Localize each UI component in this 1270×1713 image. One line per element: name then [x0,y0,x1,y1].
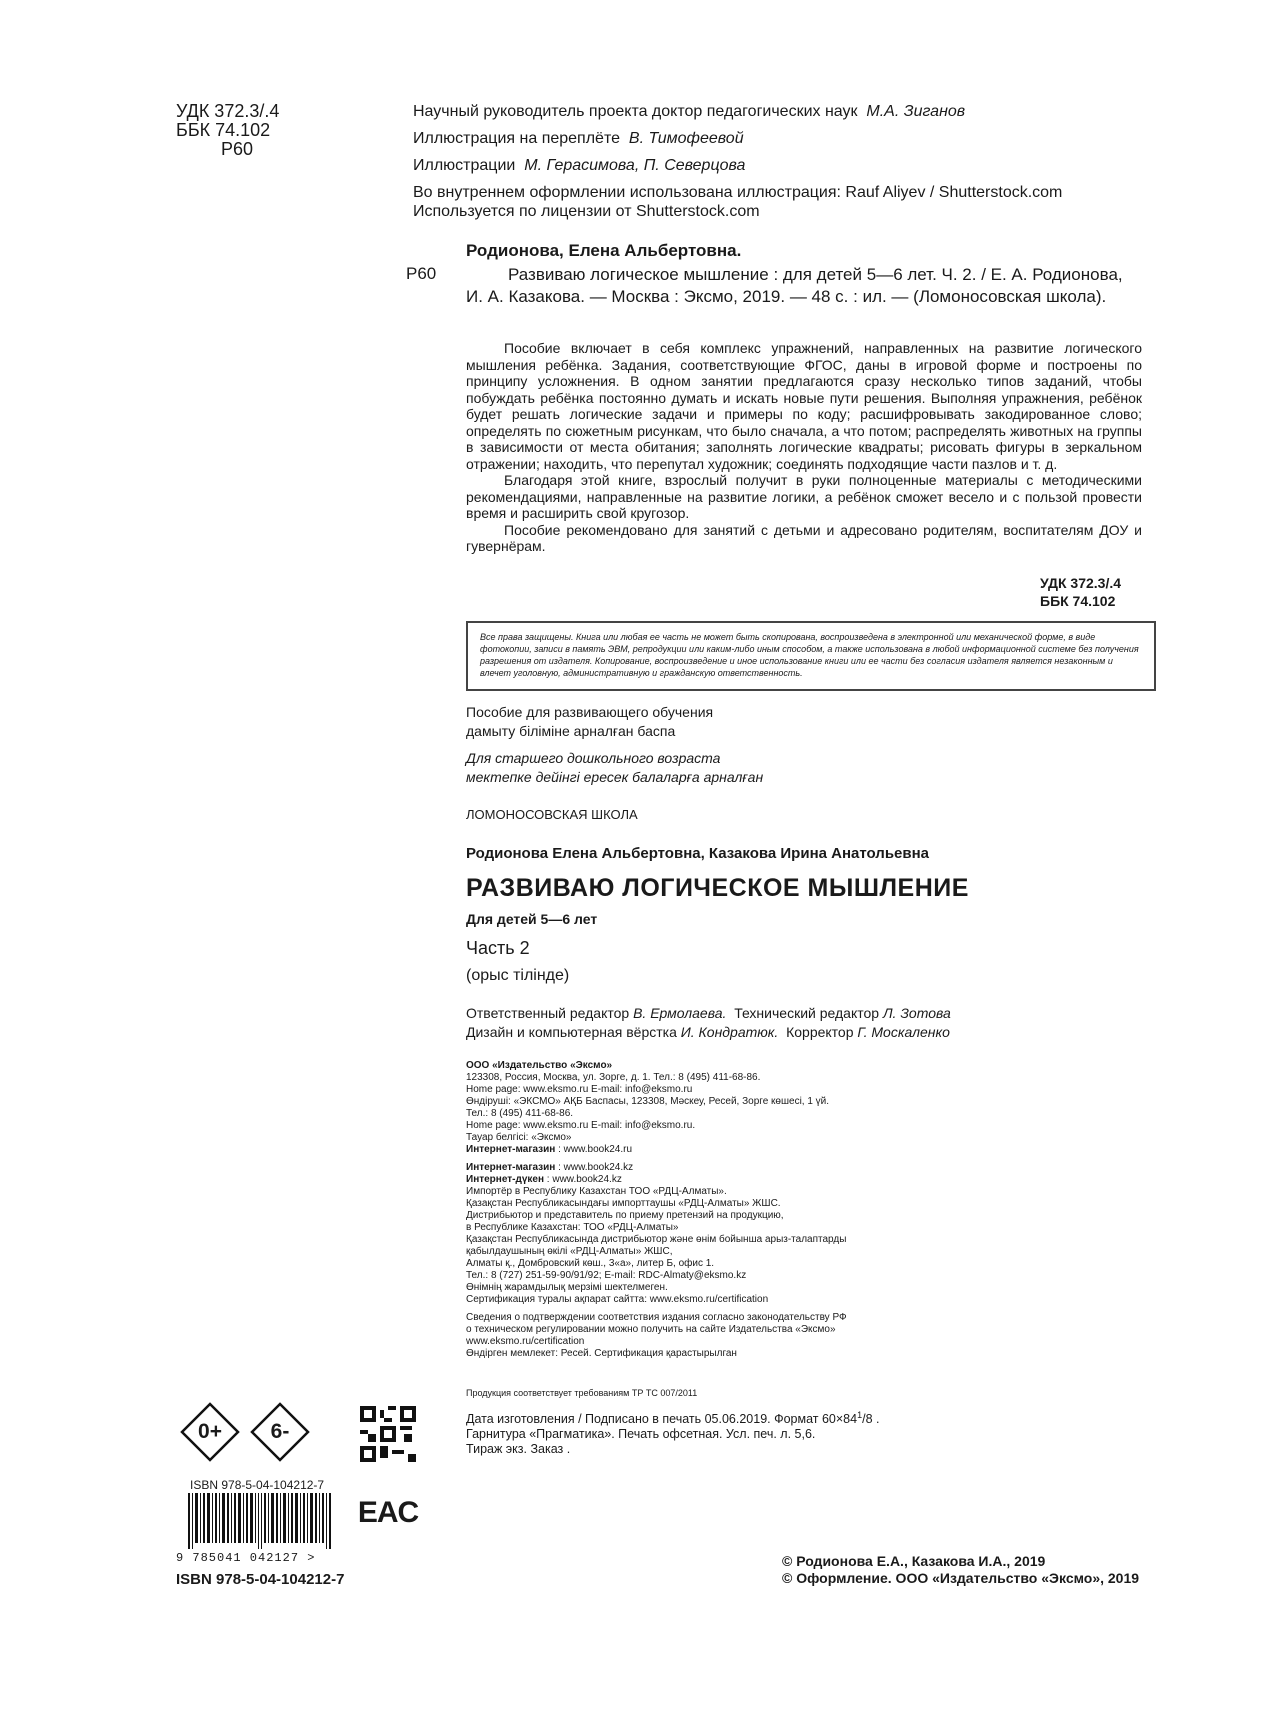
kz-shop-line: Интернет-магазин : www.book24.kz [466,1162,634,1173]
language-note: (орыс тілінде) [466,967,570,984]
author-heading: Родионова, Елена Альбертовна. [466,241,742,260]
editors-line-1: Ответственный редактор В. Ермолаева. Технический редактор Л. Зотова [466,1005,951,1021]
age-audience: Для старшего дошкольного возраста мектепке дейінгі ересек балаларға арналған [466,750,764,785]
age-rating-0-mark: 0+ [180,1402,240,1462]
editors-line-2: Дизайн и компьютерная вёрстка И. Кондратюк. Корректор Г. Москаленко [466,1024,950,1040]
print-info: Дата изготовления / Подписано в печать 05.06.2019. Формат $60\times 84^1/8$ . Гарнитура «Прагматика». Печать офсетная. Усл. печ. л. 5,6. Тираж экз. Заказ . [466,1410,880,1457]
shop-line: Интернет-магазин : www.book24.ru [466,1144,633,1155]
annotation-paragraph: Пособие включает в себя комплекс упражнений, направленных на развитие логического мышления ребёнка. Задания, соответствующие ФГОС, даны в игровой форме и построены по принципу усложнения. В одном занятии предлагаются сразу несколько типов заданий, чтобы побуждать ребёнка постоянно думать и искать новые пути решения. Выполняя упражнения, ребёнок будет решать логические задачи и примеры по коду; расшифровывать закодированное слово; определять по сюжетным рисункам, что было сначала, а что потом; распределять животных на группы в зависимости от места обитания; заполнять логические квадраты; рисовать фигуры в зеркальном отражении; находить, что перепутал художник; соединять подходящие части пазлов и т. д. [466,340,1142,472]
authors-line: Родионова Елена Альбертовна, Казакова Ирина Анатольевна [466,845,930,862]
age-rating-6-mark: 6- [250,1402,310,1462]
bbk-code: ББК 74.102 [176,120,271,140]
author-mark: Р60 [221,139,254,159]
barcode-digits: 9 785041 042127 > [176,1551,316,1565]
editors-block [466,1004,951,1042]
bbk-code: ББК 74.102 [1040,593,1116,609]
udk-code: УДК 372.3/.4 [1040,575,1122,591]
technical-regulation-note: Продукция соответствует требованиям ТР ТС 007/2011 [466,1388,698,1398]
barcode-isbn-label: ISBN 978-5-04-104212-7 [190,1478,325,1492]
author-mark-right: Р60 [406,264,437,283]
annotation-paragraph: Благодаря этой книге, взрослый получит в руки полноценные материалы с методическими рекомендациями, направленные на развитие логики, а ребёнок сможет весело и с пользой провести время и расширить свой кругозор. [466,472,1142,521]
bibliographic-description: Развиваю логическое мышление : для детей 5—6 лет. Ч. 2. / Е. А. Родионова, И. А. Казакова. — Москва : Эксмо, 2019. — 48 с. : ил. — (Ломоносовская школа). [466,265,1123,306]
copyright-block: © Родионова Е.А., Казакова И.А., 2019 © Оформление. ООО «Издательство «Эксмо», 2019 [782,1553,1140,1586]
kz-shop2-line: Интернет-дүкен : www.book24.kz [466,1174,622,1185]
right-classification [1040,574,1121,610]
inner-illustration-line: Во внутреннем оформлении использована иллюстрация: Rauf Aliyev / Shutterstock.com [413,184,1063,201]
annotation-paragraph: Пособие рекомендовано для занятий с детьми и адресовано родителям, воспитателям ДОУ и гувернёрам. [466,521,1142,554]
purpose-note: Пособие для развивающего обучения дамыту біліміне арналған баспа [466,704,714,739]
barcode-icon [188,1493,334,1549]
credits-block [413,102,1173,221]
qr-code-icon [360,1406,416,1462]
cover-illustrator-line: Иллюстрация на переплёте В. Тимофеевой [413,130,744,147]
annotation [466,340,1142,555]
eac-mark-icon: EAC [357,1496,419,1529]
part-number: Часть 2 [466,938,530,958]
illustrators-line: Иллюстрации М. Герасимова, П. Северцова [413,157,746,174]
isbn: ISBN 978-5-04-104212-7 [176,1571,345,1588]
udk-code: УДК 372.3/.4 [176,101,280,121]
for-age: Для детей 5—6 лет [466,911,598,927]
series-name: ЛОМОНОСОВСКАЯ ШКОЛА [466,807,638,822]
supervisor-line: Научный руководитель проекта доктор педагогических наук М.А. Зиганов [413,103,966,120]
rights-notice-box: Все права защищены. Книга или любая ее часть не может быть скопирована, воспроизведена в электронной или механической форме, в виде фотокопии, записи в память ЭВМ, репродукции или каким-либо иным способом, а также использована в любой информационной системе без получения разрешения от издателя. Копирование, воспроизведение и иное использование книги или ее части без согласия издателя является незаконным и влечет уголовную, административную и гражданскую ответственность. [466,621,1156,691]
license-line: Используется по лицензии от Shutterstock.com [413,203,760,220]
left-classification [176,102,376,159]
publisher-info: ООО «Издательство «Эксмо» 123308, Россия, Москва, ул. Зорге, д. 1. Тел.: 8 (495) 411-68-86. Home page: www.eksmo.ru E-mail: info@eksmo.ru Өндіруші: «ЭКСМО» АҚБ Баспасы, 123308, Мәскеу, Ресей, Зорге көшесі, 1 үй. Тел.: 8 (495) 411-68-86. Home page: www.eksmo.ru E-mail: info@eksmo.ru. Тауар белгісі: «Эксмо» Интернет-магазин : www.book24.ru Интернет-магазин : www.book24.kz Интернет-дүкен : www.book24.kz Импортёр в Республику Казахстан ТОО «РДЦ-Алматы». Қазақстан Республикасындағы импорттаушы «РДЦ-Алматы» ЖШС. Дистрибьютор и представитель по приему претензий на продукцию, в Республике Казахстан: ТОО «РДЦ-Алматы» Қазақстан Республикасында дистрибьютор және өнім бойынша арыз-талаптарды қабылдаушының өкілі «РДЦ-Алматы» ЖШС, Алматы қ., Домбровский көш., 3«а», литер Б, офис 1. Тел.: 8 (727) 251-59-90/91/92; E-mail: RDC-Almaty@eksmo.kz Өнімнің жарамдылық мерзімі шектелмеген. Сертификация туралы ақпарат сайтта: www.eksmo.ru/certification Сведения о подтверждении соответствия издания согласно законодательству РФ о техническом регулировании можно получить на сайте Издательства «Эксмо» www.eksmo.ru/certification Өндірген мемлекет: Ресей. Сертификация қарастырылган [466,1060,986,1360]
book-title: РАЗВИВАЮ ЛОГИЧЕСКОЕ МЫШЛЕНИЕ [466,874,969,902]
